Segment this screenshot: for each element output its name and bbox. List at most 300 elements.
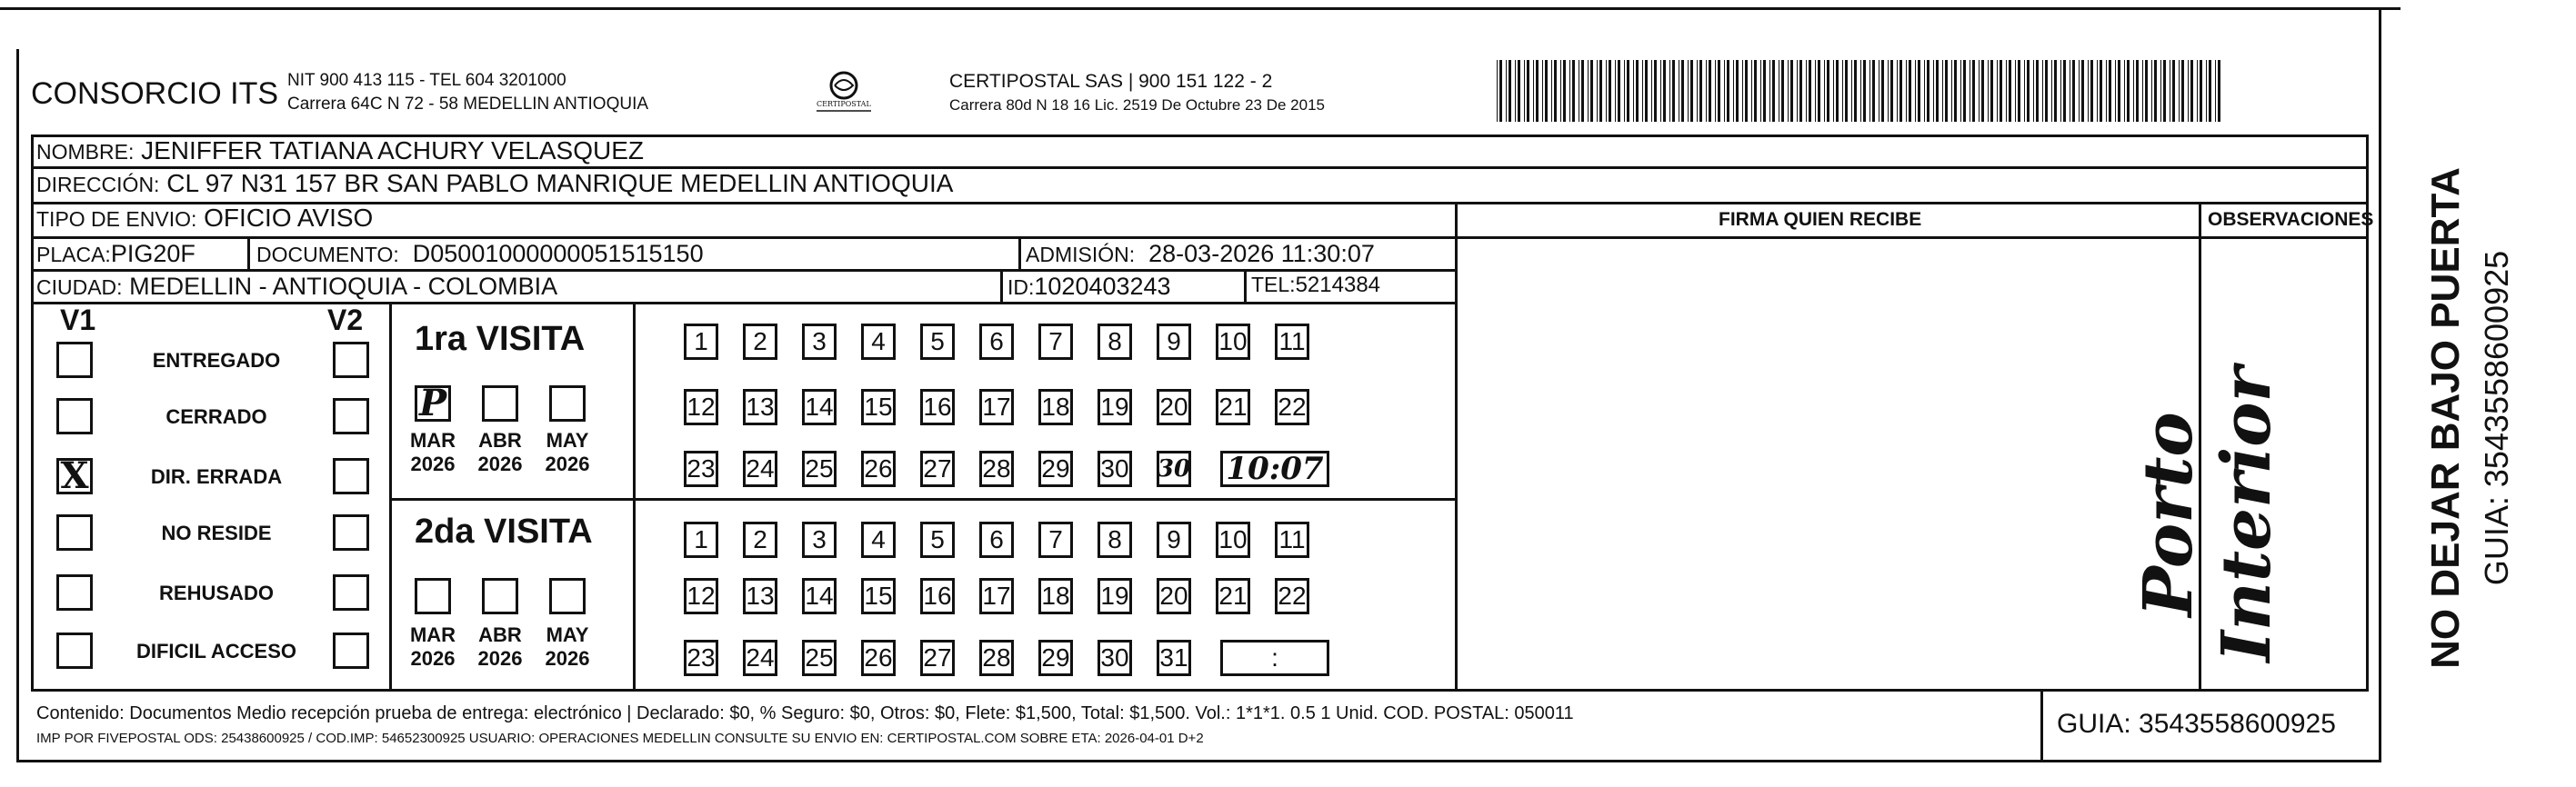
barcode-bar: [1754, 60, 1757, 122]
barcode-bar: [1863, 60, 1866, 122]
month-label: [540, 623, 595, 671]
barcode-bar: [2190, 60, 2193, 122]
documento-label: DOCUMENTO:: [256, 243, 399, 266]
day-checkbox[interactable]: 30: [1098, 640, 1132, 676]
day-checkbox[interactable]: 9: [1157, 522, 1191, 558]
barcode-bar: [2200, 60, 2202, 122]
barcode-bar: [1942, 60, 1943, 122]
ciudad-label: CIUDAD:: [36, 275, 123, 299]
month-label: [540, 429, 595, 476]
documento-value: D05001000000051515150: [412, 240, 704, 267]
day-checkbox[interactable]: 18: [1038, 578, 1073, 614]
cell-divider: [1000, 269, 1003, 303]
top-border: [0, 7, 2401, 10]
barcode-bar: [1751, 60, 1752, 122]
v1-label: V1: [60, 304, 96, 336]
barcode-bar: [1581, 60, 1584, 122]
barcode-bar: [2009, 60, 2011, 122]
day-checkbox[interactable]: 30: [1157, 451, 1191, 487]
day-checkbox[interactable]: 7: [1038, 522, 1073, 558]
day-checkbox[interactable]: 18: [1038, 389, 1073, 425]
barcode-bar: [2197, 60, 2198, 122]
row-line: [31, 236, 2369, 239]
barcode-bar: [2145, 60, 2148, 122]
barcode-bar: [1560, 60, 1561, 122]
month-checkbox[interactable]: [415, 578, 451, 614]
barcode-bar: [1945, 60, 1948, 122]
month-checkbox[interactable]: [415, 382, 451, 424]
tel-cell: [1251, 273, 1380, 298]
day-checkbox[interactable]: 15: [861, 578, 896, 614]
panel-divider: [389, 302, 392, 689]
barcode-bar: [2106, 60, 2107, 122]
barcode-bar: [1781, 60, 1784, 122]
day-checkbox[interactable]: 20: [1157, 578, 1191, 614]
time-field[interactable]: :: [1220, 640, 1329, 676]
cell-divider: [1244, 269, 1247, 303]
barcode-bar: [1797, 60, 1798, 122]
barcode-bar: [2151, 60, 2152, 122]
day-checkbox[interactable]: 25: [802, 451, 837, 487]
firma-header: FIRMA QUIEN RECIBE: [1719, 209, 1922, 230]
day-checkbox[interactable]: 23: [684, 640, 718, 676]
barcode-bar: [1533, 60, 1534, 122]
barcode-bar: [2063, 60, 2066, 122]
barcode-bar: [1909, 60, 1911, 122]
month-year: 2026: [410, 453, 456, 475]
barcode-bar: [1836, 60, 1839, 122]
day-checkbox[interactable]: 14: [802, 578, 837, 614]
barcode-bar: [1706, 60, 1707, 122]
barcode-bar: [1569, 60, 1570, 122]
day-checkbox[interactable]: 27: [920, 451, 955, 487]
barcode-bar: [1733, 60, 1734, 122]
logo-text: CERTIPOSTAL: [817, 100, 871, 108]
barcode-bar: [2051, 60, 2052, 122]
day-checkbox[interactable]: 28: [979, 640, 1014, 676]
second-visit-title: 2da VISITA: [415, 513, 593, 551]
id-value: 1020403243: [1034, 273, 1171, 300]
imp-text: IMP POR FIVEPOSTAL ODS: 25438600925 / COD.IMP: 54652300925 USUARIO: OPERACIONES MEDELLIN CONSULTE SU ENVIO EN: CERTIPOSTAL.COM SOBRE ETA: 2026-04-01 D+2: [36, 731, 1204, 746]
day-checkbox[interactable]: 29: [1038, 640, 1073, 676]
month-label: [406, 623, 460, 671]
day-checkbox[interactable]: 31: [1157, 640, 1191, 676]
footer-line: [31, 689, 2369, 692]
first-visit-title: 1ra VISITA: [415, 320, 586, 358]
barcode-bar: [2136, 60, 2139, 122]
barcode-bar: [2179, 60, 2180, 122]
barcode-bar: [2000, 60, 2002, 122]
barcode-bar: [1609, 60, 1611, 122]
v2-checkbox[interactable]: [333, 633, 369, 669]
company-name: CONSORCIO ITS: [31, 76, 279, 111]
barcode-bar: [1827, 60, 1829, 122]
company-address: Carrera 64C N 72 - 58 MEDELLIN ANTIOQUIA: [287, 95, 649, 114]
month-checkbox[interactable]: [482, 385, 518, 422]
barcode-bar: [1963, 60, 1966, 122]
barcode-bar: [1645, 60, 1648, 122]
day-checkbox[interactable]: 6: [979, 324, 1014, 360]
barcode-bar: [2154, 60, 2157, 122]
barcode-bar: [1624, 60, 1625, 122]
day-checkbox[interactable]: 19: [1098, 578, 1132, 614]
barcode-bar: [2209, 60, 2211, 122]
barcode-bar: [2133, 60, 2134, 122]
barcode-bar: [1918, 60, 1920, 122]
day-checkbox[interactable]: 22: [1275, 389, 1309, 425]
barcode-bar: [1497, 60, 1498, 122]
barcode-bar: [1842, 60, 1843, 122]
col-divider: [1455, 202, 1458, 689]
documento-cell: [256, 240, 704, 268]
barcode-bar: [1799, 60, 1802, 122]
day-checkbox[interactable]: 2: [743, 324, 777, 360]
day-checkbox[interactable]: 2: [743, 522, 777, 558]
barcode-bar: [2127, 60, 2130, 122]
barcode-bar: [1724, 60, 1725, 122]
day-checkbox[interactable]: 24: [743, 640, 777, 676]
contenido-text: Contenido: Documentos Medio recepción prueba de entrega: electrónico | Declarado: $0, % Seguro: $0, Otros: $0, Flete: $1,500, Total: $1,500. Vol.: 1*1*1. 0.5 1 Unid. COD. POSTAL: 050011: [36, 703, 1574, 723]
barcode-bar: [1597, 60, 1598, 122]
day-checkbox[interactable]: 1: [684, 522, 718, 558]
day-checkbox[interactable]: 8: [1098, 324, 1132, 360]
day-checkbox[interactable]: 14: [802, 389, 837, 425]
barcode-bar: [1606, 60, 1607, 122]
status-option-label: REHUSADO: [159, 582, 274, 604]
day-checkbox[interactable]: 13: [743, 578, 777, 614]
barcode-bar: [2115, 60, 2116, 122]
month-checkbox[interactable]: [482, 578, 518, 614]
barcode-bar: [1651, 60, 1652, 122]
barcode-bar: [2042, 60, 2043, 122]
v2-checkbox[interactable]: [333, 514, 369, 551]
barcode-bar: [2188, 60, 2189, 122]
day-checkbox[interactable]: 3: [802, 522, 837, 558]
day-checkbox[interactable]: 24: [743, 451, 777, 487]
day-checkbox[interactable]: 16: [920, 578, 955, 614]
day-checkbox[interactable]: 28: [979, 451, 1014, 487]
month-label: [406, 429, 460, 476]
barcode-bar: [2100, 60, 2102, 122]
barcode-bar: [1899, 60, 1902, 122]
nombre-label: NOMBRE:: [36, 140, 135, 164]
day-checkbox[interactable]: 17: [979, 578, 1014, 614]
barcode-bar: [1515, 60, 1516, 122]
admision-value: 28-03-2026 11:30:07: [1148, 240, 1375, 267]
day-checkbox[interactable]: 22: [1275, 578, 1309, 614]
check-mark: X: [60, 454, 89, 497]
nombre-value: JENIFFER TATIANA ACHURY VELASQUEZ: [141, 136, 645, 164]
barcode-bar: [1981, 60, 1984, 122]
barcode-bar: [1527, 60, 1529, 122]
barcode-bar: [1697, 60, 1698, 122]
barcode-bar: [1627, 60, 1629, 122]
day-checkbox[interactable]: 20: [1157, 389, 1191, 425]
barcode-bar: [1669, 60, 1670, 122]
barcode-bar: [2097, 60, 2098, 122]
certipostal-name: CERTIPOSTAL SAS | 900 151 122 - 2: [949, 71, 1273, 92]
barcode-bar: [2206, 60, 2207, 122]
barcode-bar: [1633, 60, 1634, 122]
bottom-border: [16, 760, 2381, 762]
month-name: MAR: [409, 623, 456, 646]
barcode-bar: [1742, 60, 1743, 122]
barcode-bar: [1997, 60, 1998, 122]
barcode-bar: [1618, 60, 1620, 122]
observaciones-header: OBSERVACIONES: [2208, 209, 2374, 230]
barcode-bar: [1869, 60, 1870, 122]
v1-checkbox[interactable]: [56, 574, 93, 611]
day-checkbox[interactable]: 6: [979, 522, 1014, 558]
day-checkbox[interactable]: 3: [802, 324, 837, 360]
barcode-bar: [1906, 60, 1907, 122]
month-mark: P: [418, 382, 447, 424]
placa-cell: [36, 240, 195, 268]
barcode-bar: [1542, 60, 1543, 122]
barcode-bar: [1727, 60, 1729, 122]
barcode-bar: [2181, 60, 2184, 122]
day-checkbox[interactable]: 26: [861, 640, 896, 676]
day-checkbox[interactable]: 12: [684, 389, 718, 425]
v1-checkbox[interactable]: [56, 398, 93, 434]
day-checkbox[interactable]: 19: [1098, 389, 1132, 425]
v1-checkbox[interactable]: [56, 342, 93, 378]
day-checkbox[interactable]: 25: [802, 640, 837, 676]
day-checkbox[interactable]: 21: [1216, 578, 1250, 614]
right-border: [2379, 7, 2381, 762]
barcode-bar: [1833, 60, 1834, 122]
placa-label: PLACA:: [36, 243, 111, 266]
direccion-label: DIRECCIÓN:: [36, 173, 160, 196]
barcode-bar: [2024, 60, 2025, 122]
status-option-label: NO RESIDE: [161, 522, 272, 544]
month-checkbox[interactable]: [549, 578, 586, 614]
day-checkbox[interactable]: 16: [920, 389, 955, 425]
month-label: [473, 429, 527, 476]
info-left: [31, 134, 34, 689]
day-checkbox[interactable]: 30: [1098, 451, 1132, 487]
tipo-row: [36, 204, 373, 233]
day-checkbox[interactable]: 10: [1216, 324, 1250, 360]
day-checkbox[interactable]: 23: [684, 451, 718, 487]
day-checkbox[interactable]: 7: [1038, 324, 1073, 360]
left-border: [16, 49, 19, 762]
day-checkbox[interactable]: 4: [861, 324, 896, 360]
month-name: MAY: [546, 623, 589, 646]
barcode-bar: [2015, 60, 2016, 122]
day-checkbox[interactable]: 5: [920, 324, 955, 360]
barcode-bar: [1536, 60, 1539, 122]
barcode-bar: [1518, 60, 1520, 122]
day-checkbox[interactable]: 5: [920, 522, 955, 558]
barcode-bar: [1954, 60, 1957, 122]
month-year: 2026: [545, 647, 590, 670]
barcode-bar: [1824, 60, 1825, 122]
barcode-bar: [1545, 60, 1548, 122]
day-checkbox[interactable]: 1: [684, 324, 718, 360]
month-name: ABR: [478, 623, 522, 646]
barcode-bar: [2072, 60, 2075, 122]
month-year: 2026: [410, 647, 456, 670]
month-year: 2026: [545, 453, 590, 475]
barcode-bar: [1772, 60, 1775, 122]
barcode-bar: [1927, 60, 1929, 122]
barcode-bar: [2160, 60, 2161, 122]
cell-divider: [247, 236, 250, 270]
side-warning: NO DEJAR BAJO PUERTA: [2423, 167, 2468, 669]
barcode-bar: [1990, 60, 1993, 122]
barcode-bar: [2006, 60, 2007, 122]
barcode-bar: [1936, 60, 1939, 122]
direccion-row: [36, 169, 953, 198]
barcode-bar: [1960, 60, 1961, 122]
v1-checkbox[interactable]: [56, 454, 93, 497]
time-field[interactable]: 10:07: [1220, 451, 1329, 487]
barcode-bar: [1933, 60, 1934, 122]
barcode-bar: [2088, 60, 2089, 122]
day-checkbox[interactable]: 15: [861, 389, 896, 425]
barcode-bar: [1672, 60, 1675, 122]
barcode-bar: [1815, 60, 1816, 122]
certipostal-logo-icon: [807, 67, 880, 116]
barcode-bar: [2172, 60, 2175, 122]
certipostal-logo: [807, 67, 880, 116]
barcode-bar: [1688, 60, 1689, 122]
barcode-bar: [1715, 60, 1716, 122]
barcode-bar: [2079, 60, 2080, 122]
barcode-bar: [1572, 60, 1575, 122]
row-line: [31, 302, 1458, 304]
v2-checkbox[interactable]: [333, 458, 369, 494]
barcode-bar: [1709, 60, 1711, 122]
barcode-bar: [2118, 60, 2120, 122]
barcode-bar: [2018, 60, 2020, 122]
barcode-bar: [1615, 60, 1616, 122]
day-checkbox[interactable]: 21: [1216, 389, 1250, 425]
day-checkbox[interactable]: 8: [1098, 522, 1132, 558]
barcode-bar: [1563, 60, 1566, 122]
footer-guia: GUIA: 3543558600925: [2057, 709, 2336, 739]
barcode: [1495, 60, 2222, 124]
barcode-bar: [1599, 60, 1602, 122]
barcode-bar: [1845, 60, 1848, 122]
tipo-value: OFICIO AVISO: [204, 204, 374, 232]
day-checkbox[interactable]: 29: [1038, 451, 1073, 487]
barcode-bar: [2060, 60, 2061, 122]
day-checkbox[interactable]: 27: [920, 640, 955, 676]
barcode-bar: [1769, 60, 1770, 122]
barcode-bar: [2218, 60, 2220, 122]
nombre-row: [36, 136, 644, 165]
barcode-bar: [1888, 60, 1889, 122]
barcode-bar: [2054, 60, 2057, 122]
barcode-bar: [1663, 60, 1666, 122]
barcode-bar: [1690, 60, 1693, 122]
barcode-bar: [1524, 60, 1525, 122]
cell-divider: [1018, 236, 1021, 270]
barcode-bar: [2045, 60, 2048, 122]
barcode-bar: [2163, 60, 2166, 122]
v2-checkbox[interactable]: [333, 342, 369, 378]
day-checkbox[interactable]: 13: [743, 389, 777, 425]
day-checkbox[interactable]: 17: [979, 389, 1014, 425]
barcode-bar: [2027, 60, 2030, 122]
barcode-bar: [2036, 60, 2039, 122]
barcode-bar: [1924, 60, 1925, 122]
month-year: 2026: [477, 647, 523, 670]
v2-checkbox[interactable]: [333, 574, 369, 611]
certipostal-address: Carrera 80d N 18 16 Lic. 2519 De Octubre 23 De 2015: [949, 96, 1325, 114]
barcode-bar: [1872, 60, 1875, 122]
month-label: [473, 623, 527, 671]
barcode-bar: [1806, 60, 1807, 122]
day-checkbox[interactable]: 11: [1275, 324, 1309, 360]
barcode-bar: [1788, 60, 1789, 122]
barcode-bar: [1854, 60, 1857, 122]
observaciones-handwriting: Porto Interior: [2130, 366, 2286, 662]
row-line: [31, 202, 2369, 204]
barcode-bar: [1681, 60, 1684, 122]
barcode-bar: [1745, 60, 1748, 122]
barcode-bar: [1851, 60, 1852, 122]
barcode-bar: [1760, 60, 1761, 122]
id-label: ID:: [1007, 275, 1035, 299]
day-checkbox[interactable]: 10: [1216, 522, 1250, 558]
barcode-bar: [1736, 60, 1739, 122]
month-name: ABR: [478, 429, 522, 452]
day-checkbox[interactable]: 4: [861, 522, 896, 558]
ciudad-value: MEDELLIN - ANTIOQUIA - COLOMBIA: [129, 273, 558, 300]
day-checkbox[interactable]: 9: [1157, 324, 1191, 360]
status-option-label: CERRADO: [165, 405, 267, 428]
day-checkbox[interactable]: 26: [861, 451, 896, 487]
barcode-bar: [1554, 60, 1557, 122]
barcode-bar: [1818, 60, 1820, 122]
v1-checkbox[interactable]: [56, 633, 93, 669]
barcode-bar: [1972, 60, 1975, 122]
barcode-bar: [1860, 60, 1861, 122]
barcode-bar: [1881, 60, 1884, 122]
barcode-bar: [2109, 60, 2111, 122]
barcode-bar: [2124, 60, 2125, 122]
day-checkbox[interactable]: 11: [1275, 522, 1309, 558]
status-option-label: ENTREGADO: [152, 349, 281, 372]
status-option-label: DIR. ERRADA: [150, 465, 283, 488]
day-checkbox[interactable]: 12: [684, 578, 718, 614]
tel-value: 5214384: [1295, 273, 1381, 297]
v1-checkbox[interactable]: [56, 514, 93, 551]
month-year: 2026: [477, 453, 523, 475]
barcode-bar: [1699, 60, 1702, 122]
v2-checkbox[interactable]: [333, 398, 369, 434]
barcode-bar: [2090, 60, 2093, 122]
month-name: MAY: [546, 429, 589, 452]
month-checkbox[interactable]: [549, 385, 586, 422]
side-guia: GUIA: 3543558600925: [2478, 250, 2515, 586]
barcode-bar: [1551, 60, 1552, 122]
barcode-bar: [1790, 60, 1793, 122]
footer-divider: [2040, 689, 2043, 760]
barcode-bar: [1499, 60, 1502, 122]
barcode-bar: [1763, 60, 1766, 122]
barcode-bar: [1915, 60, 1916, 122]
barcode-bar: [1506, 60, 1507, 122]
barcode-bar: [1890, 60, 1893, 122]
status-option-label: DIFICIL ACCESO: [135, 640, 296, 662]
admision-label: ADMISIÓN:: [1026, 243, 1136, 266]
v2-label: V2: [327, 304, 364, 336]
placa-value: PIG20F: [110, 240, 195, 267]
